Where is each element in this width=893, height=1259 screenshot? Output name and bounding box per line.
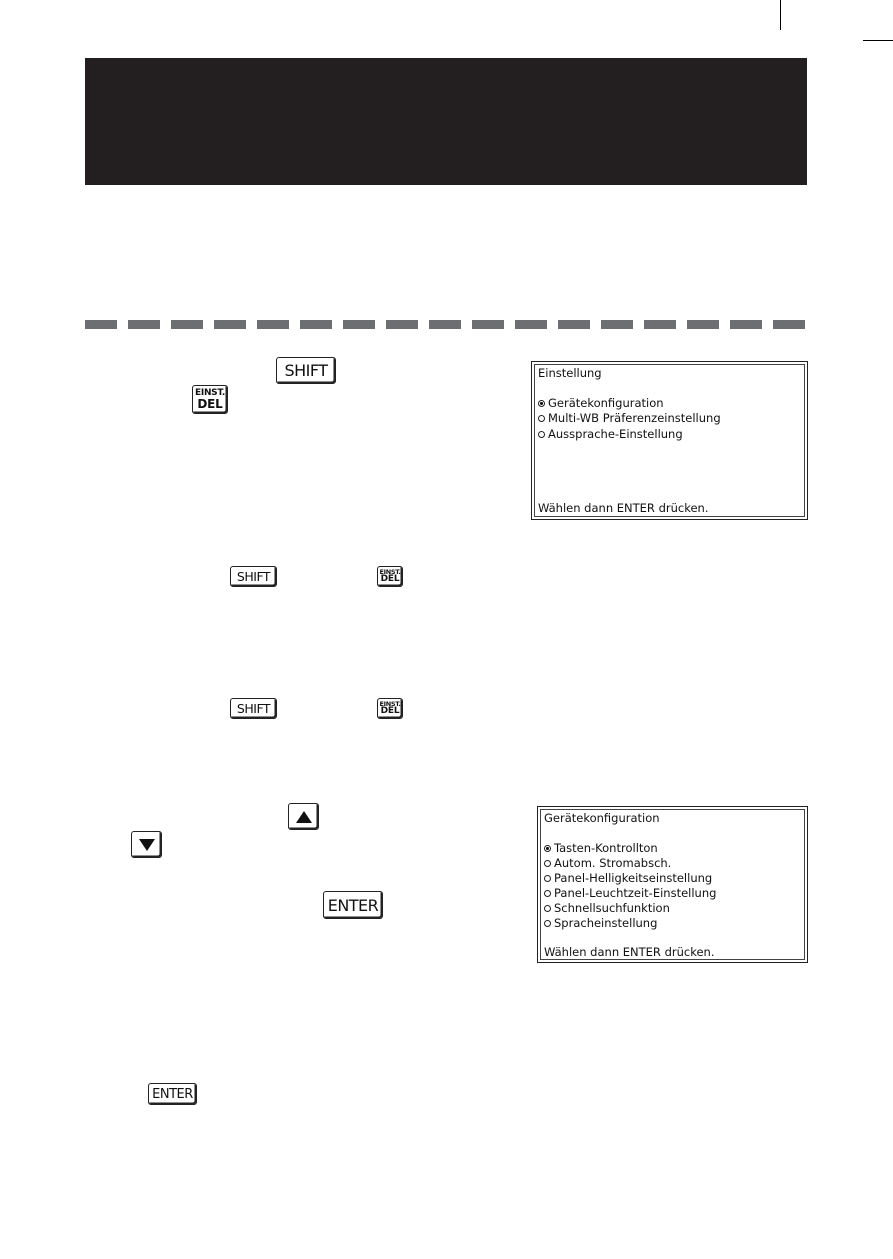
crop-mark-right [863, 40, 893, 41]
enter-key [323, 891, 383, 919]
shift-key-label: SHIFT [284, 361, 328, 380]
radio-selected-icon [538, 400, 545, 407]
dashed-separator [85, 320, 807, 329]
radio-empty-icon [544, 905, 551, 912]
einst-del-key-small: EINST. DEL [377, 566, 403, 587]
menu-option: Spracheinstellung [544, 916, 657, 930]
menu-option: Gerätekonfiguration [538, 396, 664, 410]
einst-key-top-label: EINST. [195, 388, 225, 398]
shift-key-small: SHIFT [230, 566, 277, 587]
menu-option: Panel-Leuchtzeit-Einstellung [544, 886, 716, 900]
shift-key-small: SHIFT [230, 698, 277, 719]
radio-empty-icon [544, 920, 551, 927]
einst-del-key-small: EINST. DEL [377, 698, 403, 719]
radio-empty-icon [544, 860, 551, 867]
menu-option: Multi-WB Präferenzeinstellung [538, 411, 721, 425]
shift-key [276, 357, 336, 384]
menu-option: Tasten-Kontrollton [544, 841, 658, 855]
menu-option: Schnellsuchfunktion [544, 901, 670, 915]
enter-key-small: ENTER [148, 1083, 197, 1105]
menu-option: Autom. Stromabsch. [544, 856, 671, 870]
crop-mark-top [780, 0, 781, 30]
header-bar [85, 58, 807, 185]
screen-footer: Wählen dann ENTER drücken. [538, 501, 709, 515]
radio-empty-icon [544, 875, 551, 882]
radio-selected-icon [544, 845, 551, 852]
screen-title: Einstellung [538, 366, 602, 380]
radio-empty-icon [544, 890, 551, 897]
menu-option: Panel-Helligkeitseinstellung [544, 871, 712, 885]
radio-empty-icon [538, 415, 545, 422]
enter-key-label: ENTER [327, 895, 379, 915]
lcd-screen-settings [531, 361, 808, 520]
triangle-down-icon [138, 838, 156, 852]
einst-del-key [192, 385, 228, 414]
triangle-up-icon [295, 810, 313, 824]
einst-key-bottom-label: DEL [197, 397, 223, 411]
menu-option: Aussprache-Einstellung [538, 427, 683, 441]
lcd-screen-device-config [537, 806, 808, 963]
up-arrow-key [288, 803, 319, 830]
screen-title: Gerätekonfiguration [544, 811, 660, 825]
radio-empty-icon [538, 431, 545, 438]
down-arrow-key [131, 831, 162, 858]
screen-footer: Wählen dann ENTER drücken. [544, 945, 715, 959]
